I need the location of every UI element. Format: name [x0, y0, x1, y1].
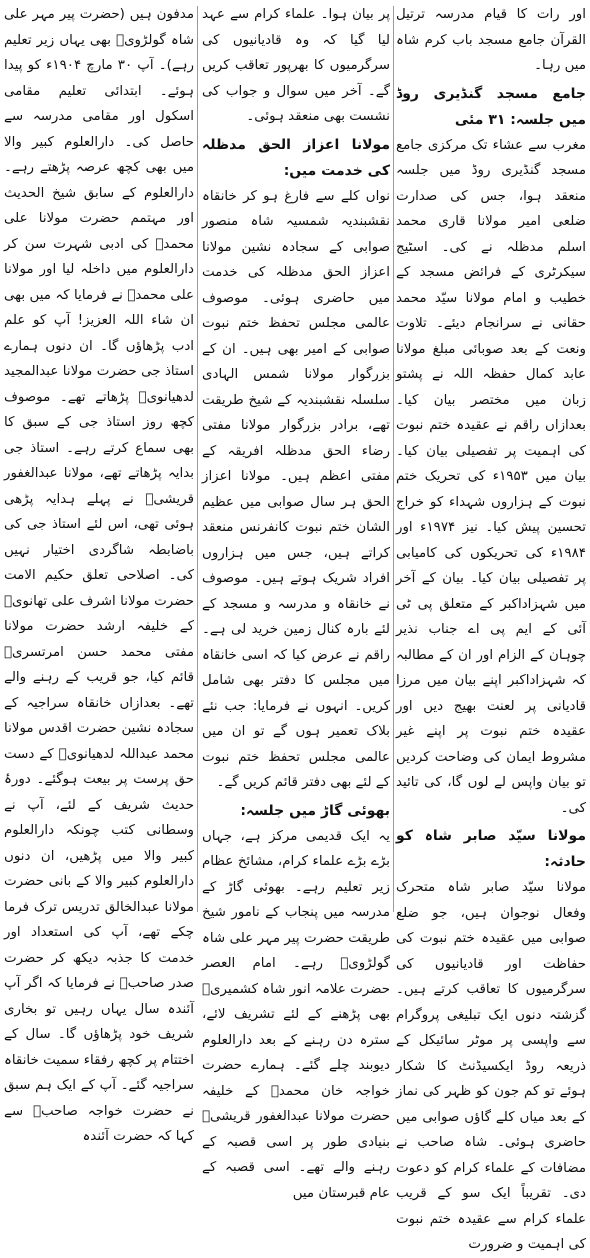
paragraph: اور رات کا قیام مدرسہ ترتیل القرآن جامع مسجد باب کرم شاہ میں رہا۔ — [396, 7, 586, 73]
paragraph: نواں کلے سے فارغ ہو کر خانقاہ نقشبندیہ شمسیہ شاہ منصور صوابی کے سجادہ نشین مولانا اعزاز الحق مدظلہ کی خدمت میں حاضری ہوئی۔ موصوف عالمی مجلس تحفظ ختم نبوت صوابی کے امیر بھی ہیں۔ ان کے بزرگوار مولانا شمس الہادی سلسلہ نقشبندیہ کے شیخ طریقت تھے، برادر بزرگوار مولانا مفتی رضاء الحق مدظلہ افریقہ کے مفتی اعظم ہیں۔ مولانا اعزاز الحق ہر سال صوابی میں عظیم الشان ختم نبوت کانفرنس منعقد کراتے ہیں، جس میں ہزاروں افراد شریک ہوتے ہیں۔ موصوف نے خانقاہ و مدرسہ و مسجد کے لئے بارہ کنال زمین خرید لی ہے۔ راقم نے عرض کیا کہ اسی خانقاہ میں مجلس کا دفتر بھی شامل کریں۔ انہوں نے فرمایا: جب نئے بلاک تعمیر ہوں گے تو ان میں عالمی مجلس تحفظ ختم نبوت کے لئے بھی دفتر قائم کریں گے۔ — [202, 188, 390, 790]
column-divider — [197, 6, 198, 912]
section-heading-bhoi-gar: بھوئی گاڑ میں جلسہ: — [240, 802, 390, 819]
section-heading-sabir-shah: مولانا سیّد صابر شاہ کو حادثہ: — [396, 828, 586, 870]
column-left — [4, 2, 194, 1144]
paragraph: مولانا سیّد صابر شاہ متحرک وفعال نوجوان ہیں، جو ضلع صوابی میں عقیدہ ختم نبوت کی حفاظت اور قادیانیوں کی سرگرمیوں کا تعاقب کرتے ہیں۔ گزشتہ دنوں ایک تبلیغی پروگرام سے واپسی پر موٹر سائیکل کے ذریعہ روڈ ایکسیڈنٹ کا شکار ہوئے تو کم جون کو ظہر کی نماز کے بعد میاں کلے گاؤں صوابی میں حاضری ہوئی۔ شاہ صاحب نے مضافات کے علماء کرام کو دعوت دی۔ تقریباً ایک سو کے قریب علماء کرام سے عقیدہ ختم نبوت کی اہمیت و ضرورت — [396, 880, 586, 1252]
section-heading-aizaz-ul-haq: مولانا اعزاز الحق مدظلہ کی خدمت میں: — [202, 136, 390, 179]
column-middle — [202, 2, 390, 1201]
paragraph: پر بیان ہوا۔ علماء کرام سے عہد لیا گیا کہ وہ قادیانیوں کی سرگرمیوں کا بھرپور تعاقب کریں گے۔ آخر میں سوال و جواب کی نشست بھی منعقد ہوئی۔ — [202, 7, 390, 124]
newspaper-page — [4, 2, 586, 1252]
column-divider — [393, 6, 394, 912]
section-heading-gunderi-road: جامع مسجد گنڈیری روڈ میں جلسہ: ۳۱ مئی — [396, 85, 586, 128]
column-right — [396, 2, 586, 1252]
paragraph: یہ ایک قدیمی مرکز ہے، جہاں بڑے بڑے علماء کرام، مشائخ عظام زیر تعلیم رہے۔ بھوئی گاڑ کے مدرسہ میں پنجاب کے نامور شیخ طریقت حضرت پیر مہر علی شاہ گولڑویؒ رہے۔ امام العصر حضرت علامہ انور شاہ کشمیریؒ بھی پڑھنے کے لئے تشریف لائے، سترہ دن رہنے کے بعد دارالعلوم دیوبند چلے گئے۔ ہمارے حضرت خواجہ خان محمدؒ کے خلیفہ حضرت مولانا عبدالغفور قریشیؒ بنیادی طور پر اسی قصبہ کے رہنے والے تھے۔ اسی قصبہ کے عام قبرستان میں — [202, 828, 390, 1201]
paragraph: مغرب سے عشاء تک مرکزی جامع مسجد گنڈیری روڈ میں جلسہ منعقد ہوا، جس کی صدارت ضلعی امیر مولانا قاری محمد اسلم مدظلہ نے کی۔ اسٹیج سیکرٹری کے فرائض مسجد کے خطیب و امام مولانا سیّد محمد حقانی نے سرانجام دیئے۔ تلاوت ونعت کے بعد صوبائی مبلغ مولانا عابد کمال حفظہ اللہ نے پشتو زبان میں مختصر بیان کیا۔ بعدازاں راقم نے عقیدہ ختم نبوت کی اہمیت پر تفصیلی بیان کیا۔ بیان میں ۱۹۵۳ء کی تحریک ختم نبوت کے ہزاروں شہداء کو خراج تحسین پیش کیا۔ نیز ۱۹۷۴ء اور ۱۹۸۴ء کی تحریکوں کی کامیابی پر تفصیلی بیان کیا۔ بیان کے آخر میں شہزاداکبر کے متعلق پی ٹی آئی کے ایم پی اے جناب نذیر چوہان کے الزام اور ان کے مطالبہ کہ شہزاداکبر اپنے بیان میں مرزا قادیانی پر لعنت بھیج دیں اور عقیدہ ختم نبوت پر اپنے غیر مشروط ایمان کی وضاحت کردیں تو بیان واپس لے لوں گا، کی تائید کی۔ — [396, 137, 586, 816]
paragraph: مدفون ہیں (حضرت پیر مہر علی شاہ گولڑویؒ بھی یہاں زیر تعلیم رہے)۔ آپ ۳۰ مارچ ۱۹۰۴ء کو پیدا ہوئے۔ ابتدائی تعلیم مقامی اسکول اور مقامی مدرسہ سے حاصل کی۔ دارالعلوم کبیر والا میں بھی کچھ عرصہ پڑھتے رہے۔ دارالعلوم کے سابق شیخ الحدیث اور مہتمم حضرت مولانا علی محمدؒ کی ادبی شہرت سن کر دارالعلوم میں داخلہ لیا اور مولانا علی محمدؒ نے فرمایا کہ میں بھی ان شاء اللہ العزیز! آپ کو علم ادب پڑھاؤں گا۔ ان دنوں ہمارے استاذ جی حضرت مولانا عبدالمجید لدھیانویؒ پڑھاتے تھے۔ موصوف کچھ روز استاذ جی کے سبق کا بھی سماع کرتے رہے۔ استاذ جی بدایہ پڑھاتے تھے، مولانا عبدالغفور قریشیؒ نے پہلے ہدایہ پڑھی ہوئی تھی، اس لئے استاذ جی کی باضابطہ شاگردی اختیار نہیں کی۔ اصلاحی تعلق حکیم الامت حضرت مولانا اشرف علی تھانویؒ کے خلیفہ ارشد حضرت مولانا مفتی محمد حسن امرتسریؒ قائم کیا، جو قریب کے رہنے والے تھے۔ بعدازاں خانقاہ سراجیہ کے سجادہ نشین حضرت اقدس مولانا محمد عبداللہ لدھیانویؒ کے دست حق پرست پر بیعت ہوگئے۔ دورۂ حدیث شریف کے لئے، آپ نے وسطانی کتب چونکہ دارالعلوم کبیر والا میں پڑھیں، ان دنوں دارالعلوم کبیر والا کے بانی حضرت مولانا عبدالخالق تدریس ترک فرما چکے تھے، آپ کی استعداد اور خدمت کا جذبہ دیکھ کر حضرت صدر صاحبؒ نے فرمایا کہ اگر آپ آئندہ سال یہاں رہیں تو بخاری شریف خود پڑھاؤں گا۔ سال کے اختتام پر کچھ رفقاء سمیت خانقاہ سراجیہ گئے۔ آپ کے ایک ہم سبق نے حضرت خواجہ صاحبؒ سے کہا کہ حضرت آئندہ — [4, 7, 194, 1144]
